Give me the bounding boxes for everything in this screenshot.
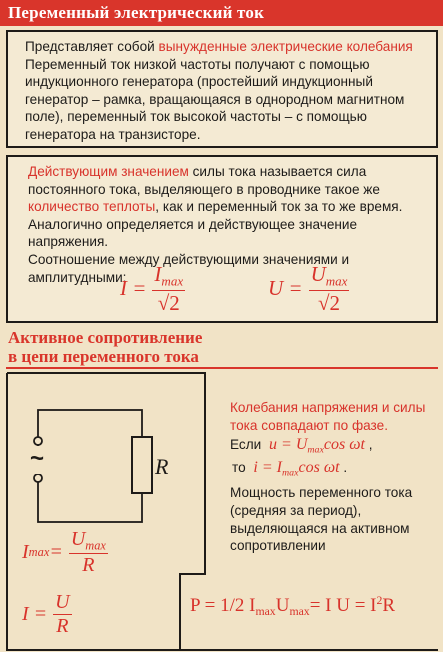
section-title-line: Активное сопротивление [8, 328, 203, 347]
fraction [69, 528, 108, 577]
phase-text-block [230, 399, 435, 555]
effective-line: постоянного тока, выделяющего в проводнике такое же [28, 181, 380, 197]
resistor-label: R [155, 454, 169, 479]
formula-lhs: I = [120, 276, 147, 301]
section-title-line: в цепи переменного тока [8, 347, 199, 366]
formula-power [190, 594, 395, 619]
numerator: U [55, 591, 70, 613]
subscript: max [255, 605, 276, 619]
formula-part: cos ωt [298, 459, 340, 477]
definition-line: генератор – рамка, вращающаяся в однородном магнитном [25, 91, 405, 107]
punct: . [339, 460, 348, 476]
then-word: то [232, 460, 246, 476]
subscript: max [282, 467, 299, 479]
subscript: max [307, 444, 324, 456]
effective-text: , как и переменный ток за то же время. [155, 199, 403, 215]
heat-quantity-term: количество теплоты [28, 199, 156, 215]
formula-lhs: I = [22, 603, 48, 625]
ac-source-symbol: ~ [30, 445, 45, 472]
power-text-line: Мощность переменного тока [230, 485, 413, 501]
phase-statement-line: тока совпадают по фазе. [230, 417, 388, 433]
formula-lhs: U = [268, 276, 303, 301]
numerator: I [154, 262, 162, 286]
formula-part: = I U = I [309, 595, 377, 617]
power-text-line: (средняя за период), [230, 502, 362, 518]
subscript: max [28, 545, 50, 560]
numerator: U [310, 262, 326, 286]
subscript: max [85, 538, 106, 553]
power-text-line: выделяющаяся на активном [230, 520, 410, 536]
effective-line: Аналогично определяется и действующее значение напряжения. [28, 216, 358, 250]
subscript: max [325, 273, 348, 289]
phase-statement-line: Колебания напряжения и силы [230, 400, 426, 415]
formula-part: R [382, 595, 396, 617]
formula-part: u = U [269, 436, 308, 454]
formula-part: P = 1/2 I [190, 595, 256, 617]
voltage-formula [269, 436, 365, 456]
page-title: Переменный электрический ток [8, 3, 265, 22]
definition-line: поле), переменный ток высокой частоты – с помощью [25, 109, 367, 125]
effective-line: Соотношение между действующими значениями и [28, 251, 350, 267]
effective-text: силы тока называется сила [188, 164, 367, 179]
definition-line: Переменный ток низкой частоты получают с помощью [25, 56, 370, 72]
denominator: √2 [157, 290, 180, 315]
forced-oscillations-term: вынужденные электрические колебания [158, 39, 413, 54]
if-word: Если [230, 437, 262, 453]
effective-line: амплитудными: [28, 269, 127, 285]
current-formula [253, 459, 340, 479]
formula-lhs: I [22, 541, 29, 564]
denominator: R [82, 554, 95, 577]
punct: , [364, 437, 373, 453]
formula-ohms-law [22, 591, 72, 638]
formula-part: i = I [253, 459, 282, 477]
power-text-line: сопротивлении [230, 538, 326, 554]
fraction [53, 591, 71, 638]
denominator: R [56, 615, 69, 637]
formula-part: U [275, 595, 290, 617]
effective-value-term: Действующим значением [28, 164, 189, 179]
definition-line: генератора на транзисторе. [25, 126, 201, 142]
numerator: U [70, 528, 86, 550]
equals: = [49, 541, 63, 564]
definition-line: индукционного генератора (простейший индукционный [25, 74, 373, 90]
then-line [232, 459, 435, 482]
subscript: max [289, 605, 310, 619]
definition-text: Представляет собой [25, 39, 159, 54]
subscript: max [161, 273, 184, 289]
superscript: 2 [376, 594, 383, 607]
formula-part: cos ωt [323, 436, 365, 454]
circuit-diagram [24, 392, 164, 542]
if-line [230, 436, 435, 459]
formula-imax [22, 528, 108, 577]
denominator: √2 [318, 290, 341, 315]
